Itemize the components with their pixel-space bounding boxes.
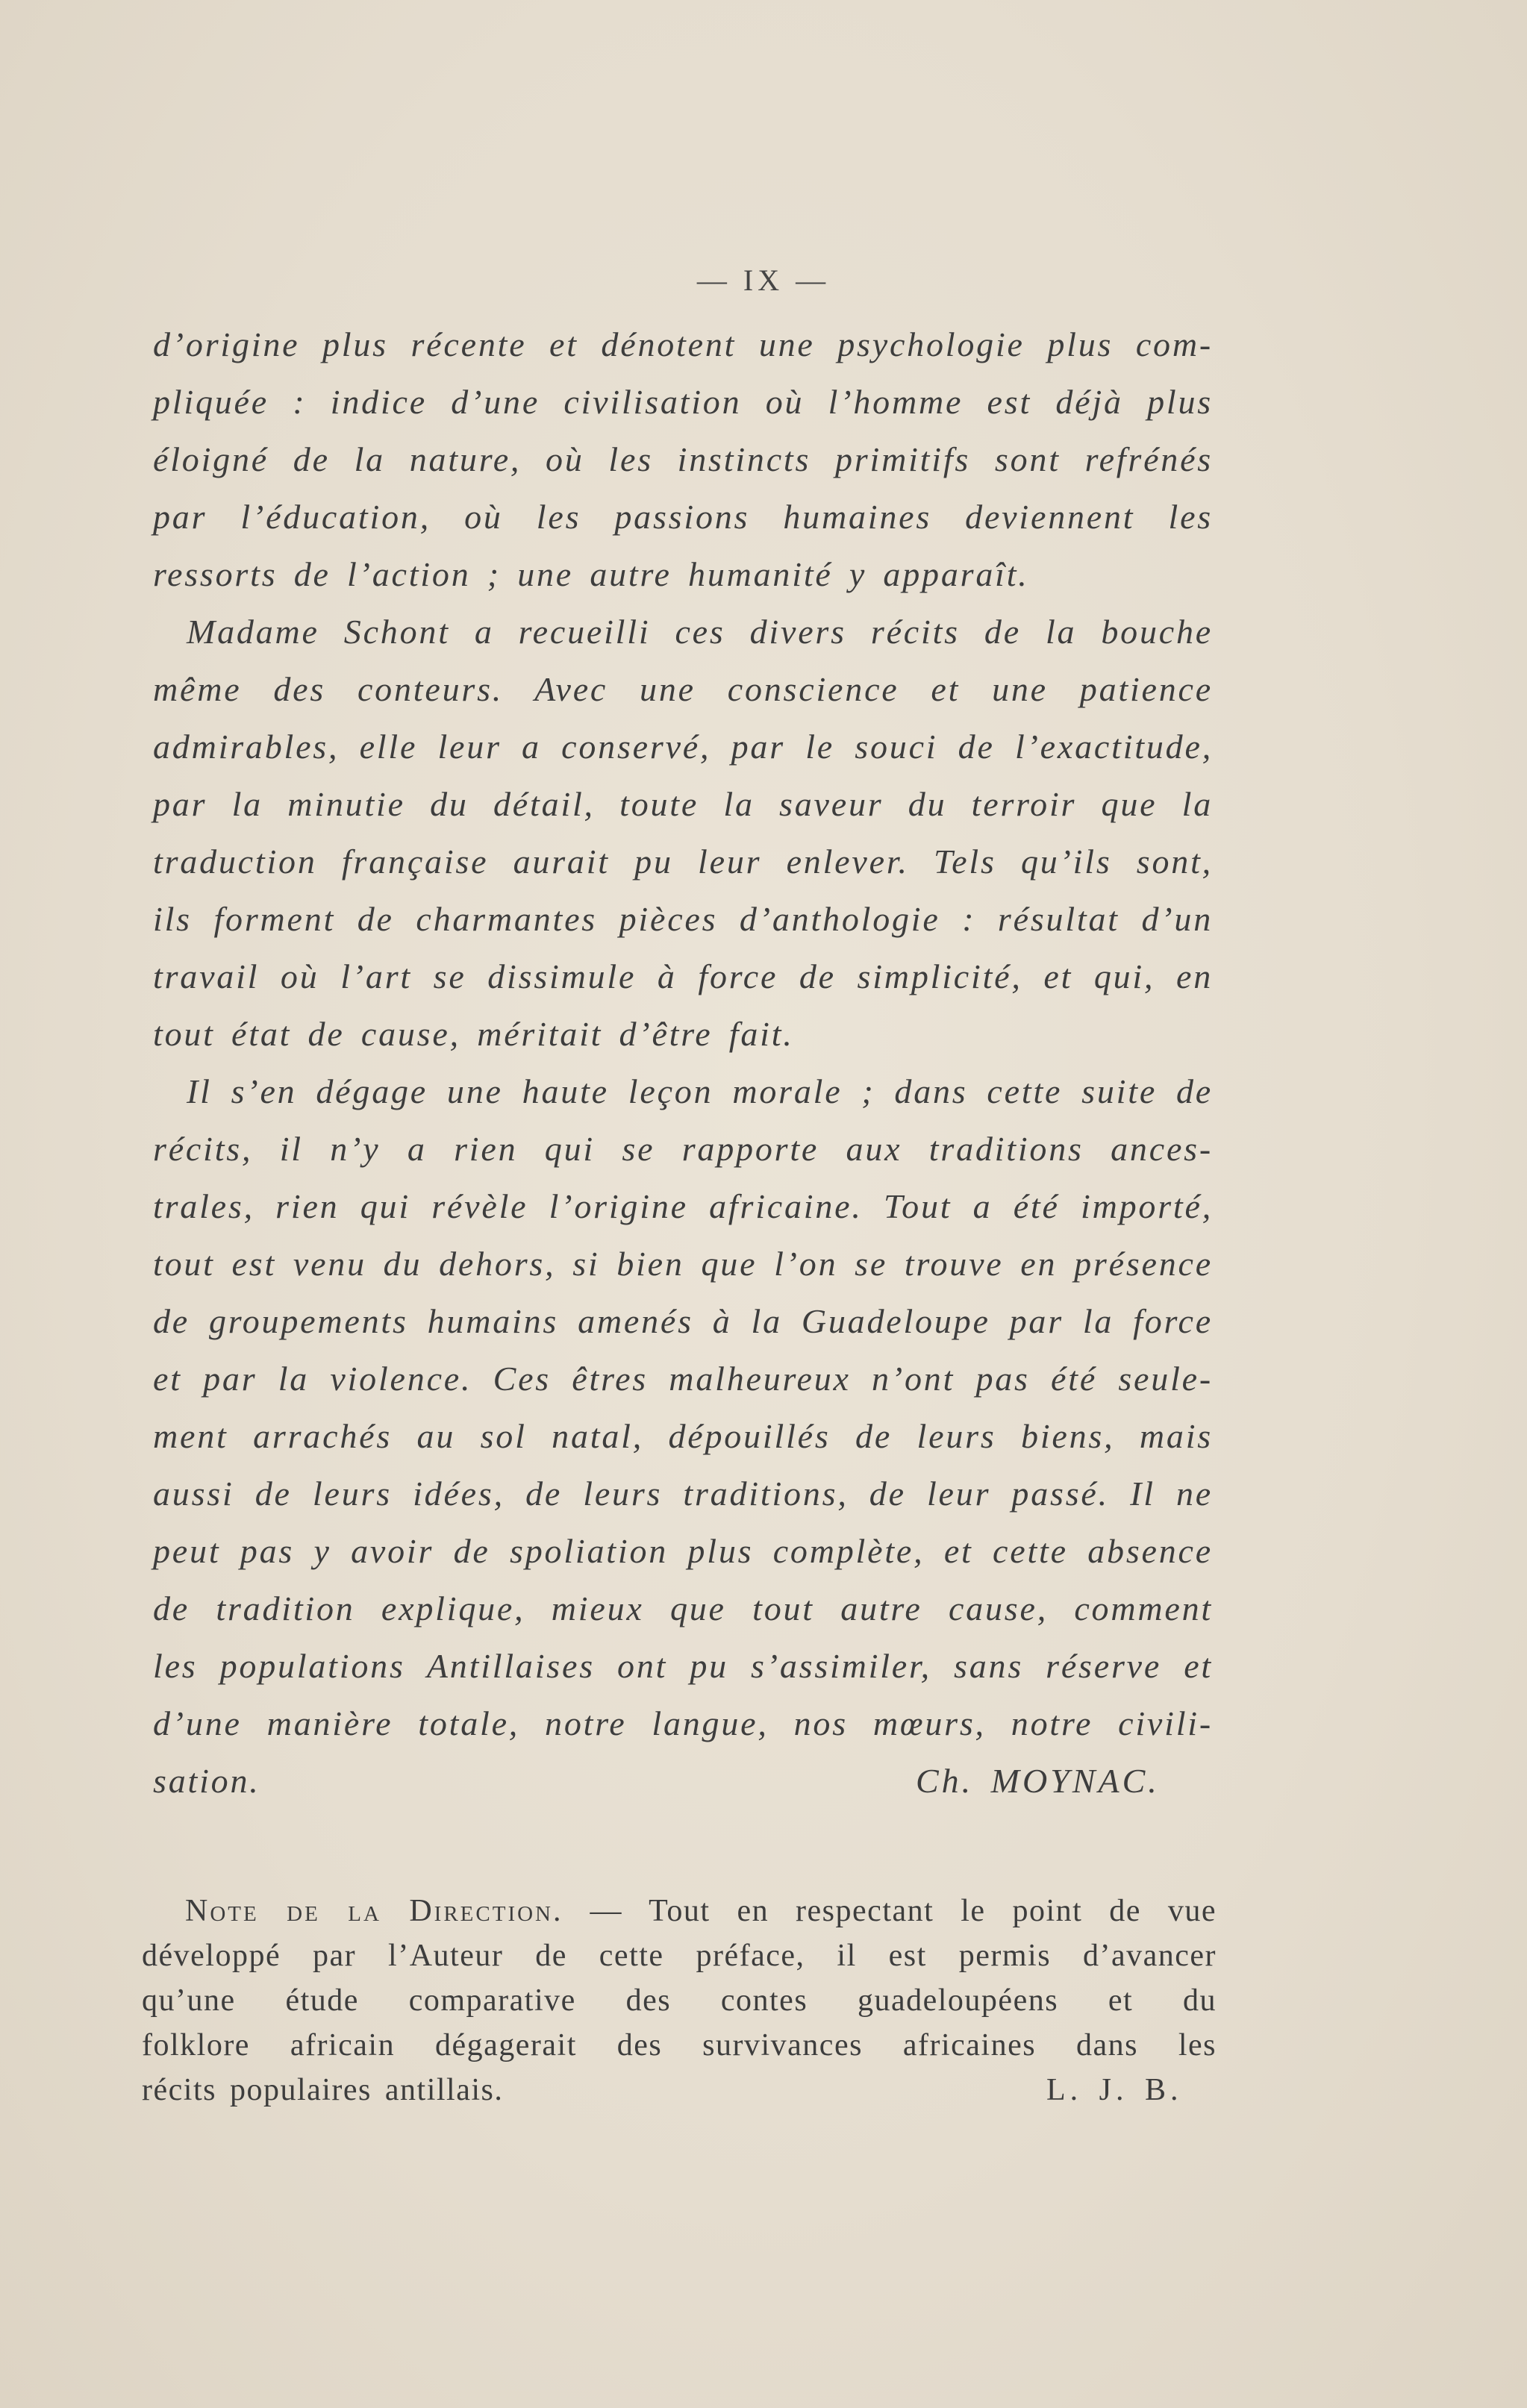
text-line: récits, il n’y a rien qui se rapporte aux traditions ances- xyxy=(153,1130,1213,1168)
text-line: Il s’en dégage une haute leçon morale ; dans cette suite de xyxy=(187,1072,1213,1110)
text-line: peut pas y avoir de spoliation plus complète, et cette absence xyxy=(153,1532,1213,1570)
closing-word: sation. xyxy=(153,1762,260,1800)
note-line xyxy=(185,1893,1217,1935)
text-line: les populations Antillaises ont pu s’assimiler, sans réserve et xyxy=(153,1647,1213,1685)
note-line: qu’une étude comparative des contes guadeloupéens et du xyxy=(142,1983,1217,2018)
text-line: par l’éducation, où les passions humaines deviennent les xyxy=(153,498,1213,536)
text-line: ment arrachés au sol natal, dépouillés de leurs biens, mais xyxy=(153,1417,1213,1455)
text-line: aussi de leurs idées, de leurs traditions, de leur passé. Il ne xyxy=(153,1474,1213,1513)
text-line: travail où l’art se dissimule à force de simplicité, et qui, en xyxy=(153,957,1213,995)
text-line: pliquée : indice d’une civilisation où l’homme est déjà plus xyxy=(153,383,1213,421)
text-line: d’origine plus récente et dénotent une psychologie plus com- xyxy=(153,325,1213,363)
note-heading: Note de la Direction. xyxy=(185,1894,563,1928)
text-line: de groupements humains amenés à la Guadeloupe par la force xyxy=(153,1302,1213,1340)
closing-line xyxy=(153,1761,1213,1806)
text-line: admirables, elle leur a conservé, par le souci de l’exactitude, xyxy=(153,728,1213,766)
text-line: tout est venu du dehors, si bien que l’on se trouve en présence xyxy=(153,1245,1213,1283)
text-line: et par la violence. Ces êtres malheureux n’ont pas été seule- xyxy=(153,1360,1213,1398)
text-line: même des conteurs. Avec une conscience et une patience xyxy=(153,670,1213,708)
text-line: par la minutie du détail, toute la saveur du terroir que la xyxy=(153,785,1213,823)
note-last-line xyxy=(142,2072,1217,2114)
text-line: ils forment de charmantes pièces d’anthologie : résultat d’un xyxy=(153,900,1213,938)
text-line: Madame Schont a recueilli ces divers récits de la bouche xyxy=(187,613,1213,651)
text-line: ressorts de l’action ; une autre humanité y apparaît. xyxy=(153,555,1029,593)
text-line: traduction française aurait pu leur enlever. Tels qu’ils sont, xyxy=(153,842,1213,881)
author-signature: Ch. MOYNAC. xyxy=(916,1762,1160,1800)
note-text: — Tout en respectant le point de vue xyxy=(590,1894,1217,1928)
note-initials: L. J. B. xyxy=(1046,2073,1183,2107)
text-line: de tradition explique, mieux que tout autre cause, comment xyxy=(153,1589,1213,1627)
text-line: tout état de cause, méritait d’être fait. xyxy=(153,1015,794,1053)
page-number: — IX — xyxy=(696,263,831,297)
text-line: éloigné de la nature, où les instincts primitifs sont refrénés xyxy=(153,440,1213,478)
text-line: trales, rien qui révèle l’origine africaine. Tout a été importé, xyxy=(153,1187,1213,1225)
note-line: développé par l’Auteur de cette préface, il est permis d’avancer xyxy=(142,1939,1217,1973)
note-line: folklore africain dégagerait des survivances africaines dans les xyxy=(142,2028,1217,2063)
text-line: d’une manière totale, notre langue, nos mœurs, notre civili- xyxy=(153,1704,1213,1742)
note-text: récits populaires antillais. xyxy=(142,2073,504,2107)
